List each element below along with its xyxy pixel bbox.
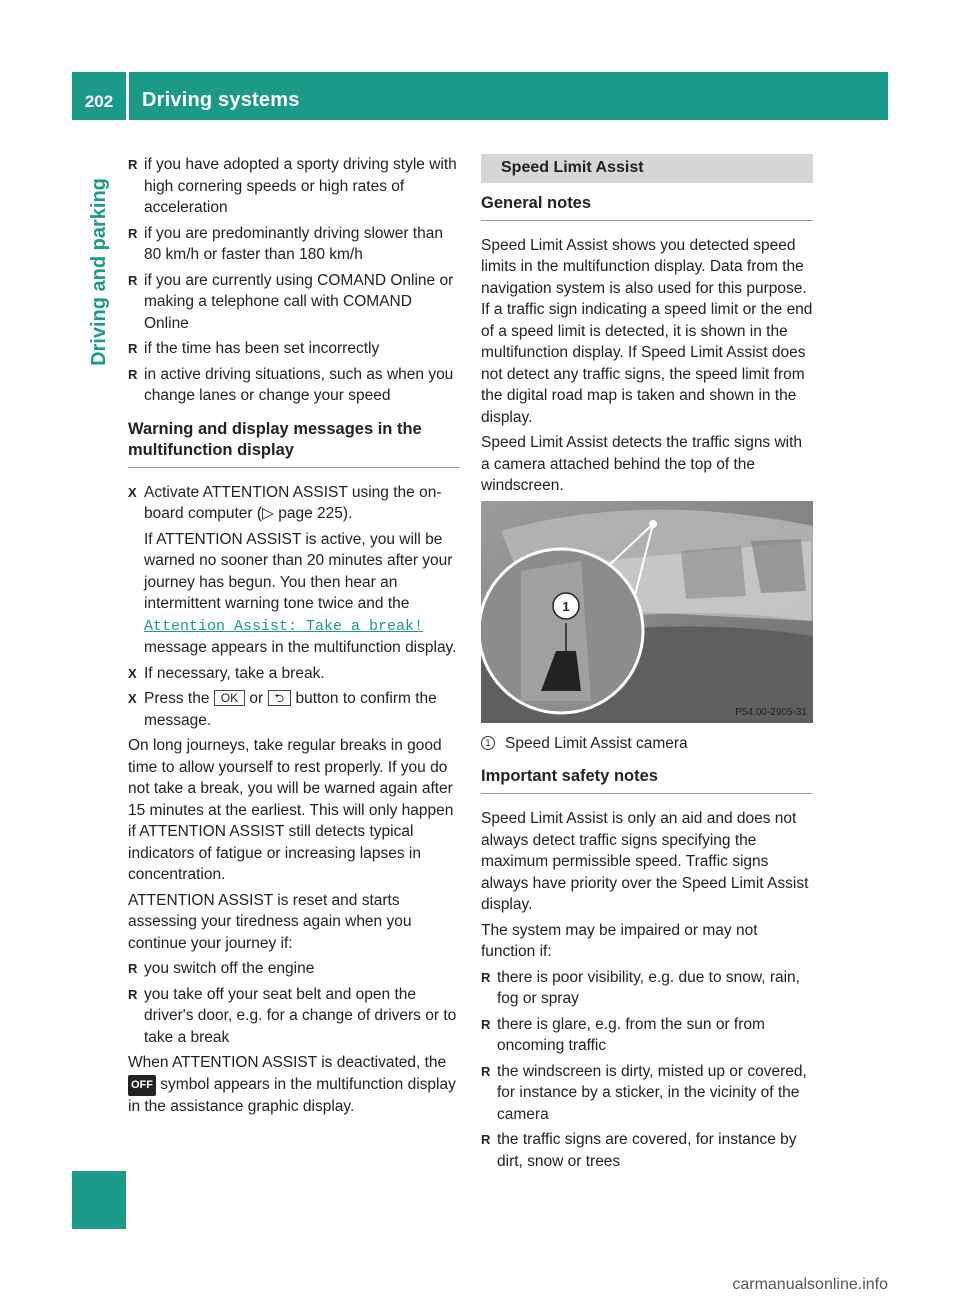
heading-general-notes: General notes	[481, 193, 813, 221]
list-item: R if you have adopted a sporty driving style with high cornering speeds or high rates of acceleration	[128, 156, 457, 216]
callout-circle-icon: 1	[481, 736, 495, 750]
list-item: R if you are currently using COMAND Online or making a telephone call with COMAND Online	[128, 271, 454, 332]
heading-safety-notes: Important safety notes	[481, 766, 813, 794]
bullet-icon: R	[128, 272, 138, 288]
bullet-icon: R	[128, 157, 138, 172]
instruction-step: X Press the OK or ⮌ button to confirm the message.	[128, 690, 437, 729]
list-item: R there is poor visibility, e.g. due to snow, rain, fog or spray	[481, 968, 800, 1007]
step-arrow-icon: X	[128, 665, 137, 681]
step-arrow-icon: X	[128, 691, 137, 706]
paragraph: The system may be impaired or may not function if:	[481, 921, 758, 960]
watermark: carmanualsonline.info	[732, 1276, 888, 1293]
paragraph: When ATTENTION ASSIST is deactivated, the OFF symbol appears in the multifunction display in the assistance graphic display.	[128, 1054, 456, 1115]
page-reference-link[interactable]: ▷ page 225	[262, 505, 343, 522]
list-item: R in active driving situations, such as when you change lanes or change your speed	[128, 365, 454, 404]
list-item: R if the time has been set incorrectly	[128, 338, 460, 360]
paragraph: Speed Limit Assist shows you detected speed limits in the multifunction display. Data from the navigation system is also used for this purpose. If a traffic sign indicating a speed limit or the end of a speed limit is detected, it is shown in the multifunction display. If Speed Limit Assist does not detect any traffic signs, the speed limit from the digital road map is taken and shown in the display.	[481, 236, 813, 426]
display-message: Attention Assist: Take a break!	[144, 617, 424, 635]
page-title: Driving systems	[142, 89, 300, 111]
step-arrow-icon: X	[128, 484, 137, 500]
side-section-label: Driving and parking	[88, 178, 110, 366]
camera-figure	[481, 501, 813, 723]
bullet-icon: R	[481, 1016, 491, 1032]
bullet-icon: R	[481, 1132, 491, 1147]
side-tab-marker	[72, 1171, 126, 1229]
attention-assist-off-icon: OFF	[128, 1075, 156, 1097]
bullet-icon: R	[128, 341, 138, 356]
ok-key-icon: OK	[214, 690, 245, 706]
left-column	[128, 154, 460, 1122]
back-key-icon: ⮌	[268, 690, 292, 706]
paragraph: ATTENTION ASSIST is reset and starts assessing your tiredness again when you continue your journey if:	[128, 891, 412, 952]
paragraph: Speed Limit Assist detects the traffic signs with a camera attached behind the top of the windscreen.	[481, 434, 803, 494]
figure-caption: 1 Speed Limit Assist camera	[481, 733, 813, 755]
paragraph: On long journeys, take regular breaks in good time to allow yourself to rest properly. If you do not take a break, you will be warned again after 15 minutes at the earliest. This will only happen if ATTENTION ASSIST still detects typical indicators of fatigue or increasing lapses in concentration.	[128, 737, 454, 883]
step-detail: If ATTENTION ASSIST is active, you will be warned no sooner than 20 minutes after your journey has begun. You then hear an intermittent warning tone twice and the Attention Assist: Take a break! message appears in the multifunction display.	[144, 530, 457, 656]
section-title-box: Speed Limit Assist	[481, 154, 813, 183]
list-item: R if you are predominantly driving slower than 80 km/h or faster than 180 km/h	[128, 224, 443, 263]
bullet-icon: R	[128, 225, 138, 241]
list-item: R there is glare, e.g. from the sun or from oncoming traffic	[481, 1015, 765, 1054]
list-item: R you take off your seat belt and open the driver's door, e.g. for a change of drivers or to take a break	[128, 985, 457, 1046]
list-item: R the traffic signs are covered, for instance by dirt, snow or trees	[481, 1131, 797, 1170]
image-code: P54.00-2905-31	[735, 706, 807, 718]
list-item: R the windscreen is dirty, misted up or covered, for instance by a sticker, in the vicinity of the camera	[481, 1062, 807, 1123]
callout-number: 1	[562, 598, 570, 614]
bullet-icon: R	[128, 986, 138, 1002]
windscreen-camera-illustration	[481, 501, 813, 723]
header-divider	[126, 72, 129, 120]
bullet-icon: R	[128, 366, 138, 382]
bullet-icon: R	[481, 1063, 491, 1079]
bullet-icon: R	[128, 961, 138, 976]
page-number: 202	[84, 92, 114, 111]
instruction-step: X If necessary, take a break.	[128, 663, 460, 685]
list-item: R you switch off the engine	[128, 958, 460, 980]
right-column	[481, 154, 813, 1176]
instruction-step: X Activate ATTENTION ASSIST using the on-board computer (▷ page 225). If ATTENTION ASSIST is active, you will be warned no sooner than 20 minutes after your journey has begun. You then hear an intermittent warning tone twice and the Attention Assist: Take a break! message appears in the multifunction display.	[128, 482, 460, 659]
paragraph: Speed Limit Assist is only an aid and does not always detect traffic signs specifying the maximum permissible speed. Traffic signs always have priority over the Speed Limit Assist display.	[481, 810, 809, 913]
bullet-icon: R	[481, 969, 491, 985]
section-heading-warning: Warning and display messages in the multifunction display	[128, 419, 460, 468]
